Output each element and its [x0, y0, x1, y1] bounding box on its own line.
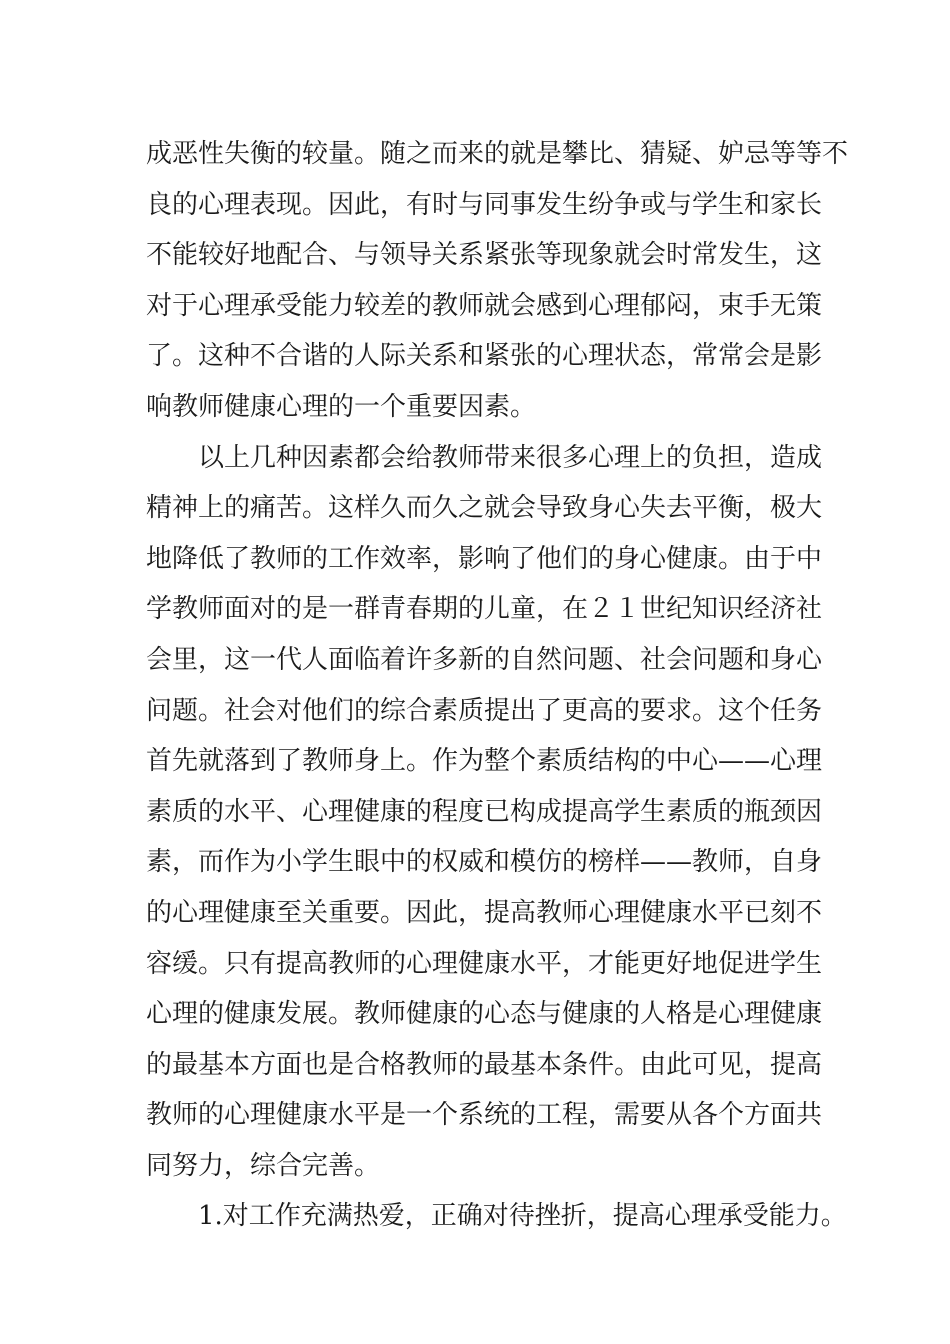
text-line: 良的心理表现。因此，有时与同事发生纷争或与学生和家长 — [146, 189, 823, 220]
text-line: 学教师面对的是一群青春期的儿童，在２１世纪知识经济社 — [146, 594, 823, 625]
text-line: 素质的水平、心理健康的程度已构成提高学生素质的瓶颈因 — [146, 796, 823, 827]
text-line: 首先就落到了教师身上。作为整个素质结构的中心——心理 — [146, 746, 823, 777]
text-line: 教师的心理健康水平是一个系统的工程，需要从各个方面共 — [146, 1100, 823, 1131]
text-line: 成恶性失衡的较量。随之而来的就是攀比、猜疑、妒忌等等不 — [146, 139, 849, 169]
text-line: 1.对工作充满热爱，正确对待挫折，提高心理承受能力。 — [198, 1201, 847, 1232]
body-text — [146, 129, 849, 1242]
text-line: 了。这种不合谐的人际关系和紧张的心理状态，常常会是影 — [146, 341, 823, 372]
text-line: 容缓。只有提高教师的心理健康水平，才能更好地促进学生 — [146, 948, 823, 979]
text-line: 的最基本方面也是合格教师的最基本条件。由此可见，提高 — [146, 1049, 823, 1080]
text-line: 的心理健康至关重要。因此，提高教师心理健康水平已刻不 — [146, 897, 823, 928]
text-line: 响教师健康心理的一个重要因素。 — [146, 391, 537, 422]
text-line: 素，而作为小学生眼中的权威和模仿的榜样——教师，自身 — [146, 847, 823, 878]
text-line: 心理的健康发展。教师健康的心态与健康的人格是心理健康 — [146, 999, 823, 1030]
text-line: 问题。社会对他们的综合素质提出了更高的要求。这个任务 — [146, 695, 823, 726]
text-line: 对于心理承受能力较差的教师就会感到心理郁闷，束手无策 — [146, 290, 823, 321]
text-line: 会里，这一代人面临着许多新的自然问题、社会问题和身心 — [146, 644, 823, 675]
text-line: 地降低了教师的工作效率，影响了他们的身心健康。由于中 — [146, 543, 823, 574]
text-line: 精神上的痛苦。这样久而久之就会导致身心失去平衡，极大 — [146, 493, 823, 524]
text-line: 同努力，综合完善。 — [146, 1150, 381, 1181]
text-line: 以上几种因素都会给教师带来很多心理上的负担，造成 — [198, 442, 823, 473]
text-line: 不能较好地配合、与领导关系紧张等现象就会时常发生，这 — [146, 240, 823, 271]
